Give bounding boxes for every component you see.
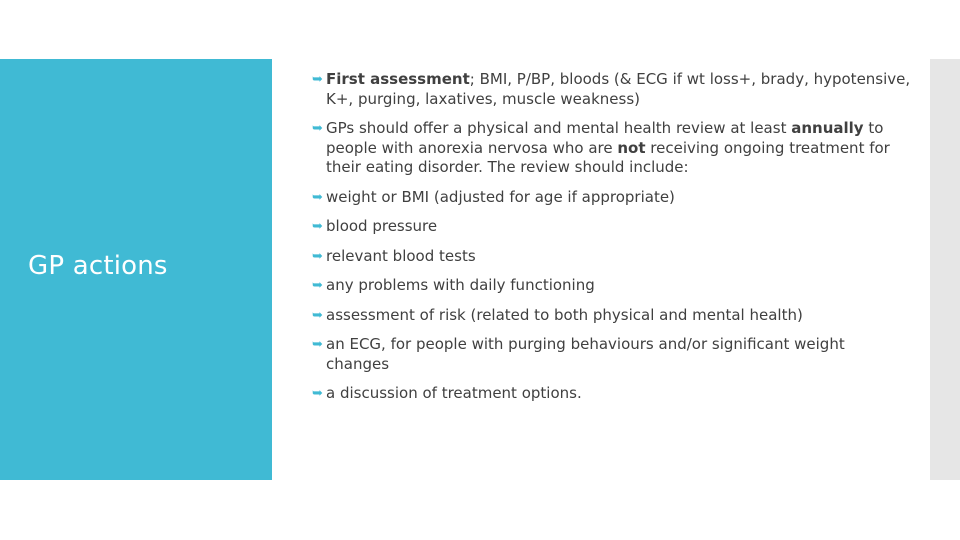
curved-arrow-icon: ➥ — [312, 219, 323, 234]
right-decorative-strip — [930, 59, 960, 480]
bullet-text: receiving ongoing treatment for their eating disorder. The review should include: — [326, 138, 890, 176]
bullet-text: to people with anorexia nervosa who are — [326, 119, 884, 157]
curved-arrow-icon: ➥ — [312, 337, 323, 352]
bullet-text: blood pressure — [326, 217, 438, 235]
bullet-bold-annually: annually — [791, 119, 864, 137]
bullet-ecg — [312, 335, 912, 374]
bullet-text: assessment of risk (related to both physical and mental health) — [326, 305, 803, 324]
bullet-text: weight or BMI (adjusted for age if appropriate) — [326, 187, 675, 206]
bullet-weight-bmi — [312, 188, 912, 208]
curved-arrow-icon: ➥ — [312, 278, 323, 293]
curved-arrow-icon: ➥ — [312, 72, 323, 87]
bullet-text: GPs should offer a physical and mental health review at least — [326, 119, 792, 137]
curved-arrow-icon: ➥ — [312, 386, 323, 401]
curved-arrow-icon: ➥ — [312, 189, 323, 205]
bullet-gp-review — [312, 119, 912, 178]
curved-arrow-icon: ➥ — [312, 307, 323, 323]
curved-arrow-icon: ➥ — [312, 121, 323, 136]
bullet-daily-functioning — [312, 276, 912, 296]
curved-arrow-icon: ➥ — [312, 248, 323, 264]
bullet-blood-pressure — [312, 217, 912, 237]
bullet-text: an ECG, for people with purging behaviours and/or significant weight changes — [326, 335, 845, 373]
bullet-text: ; BMI, P/BP, bloods (& ECG if wt loss+, brady, hypotensive, K+, purging, laxatives, muscle weakness) — [326, 70, 911, 108]
bullet-list — [312, 70, 912, 414]
bullet-bold-lead: First assessment — [326, 70, 470, 88]
bullet-text: a discussion of treatment options. — [326, 384, 582, 402]
bullet-bold-not: not — [617, 138, 646, 157]
bullet-text: relevant blood tests — [326, 246, 476, 265]
bullet-risk-assessment — [312, 306, 912, 326]
bullet-blood-tests — [312, 247, 912, 267]
bullet-text: any problems with daily functioning — [326, 276, 595, 294]
slide-title: GP actions — [28, 251, 168, 281]
bullet-first-assessment — [312, 70, 912, 109]
bullet-treatment-options — [312, 384, 912, 404]
